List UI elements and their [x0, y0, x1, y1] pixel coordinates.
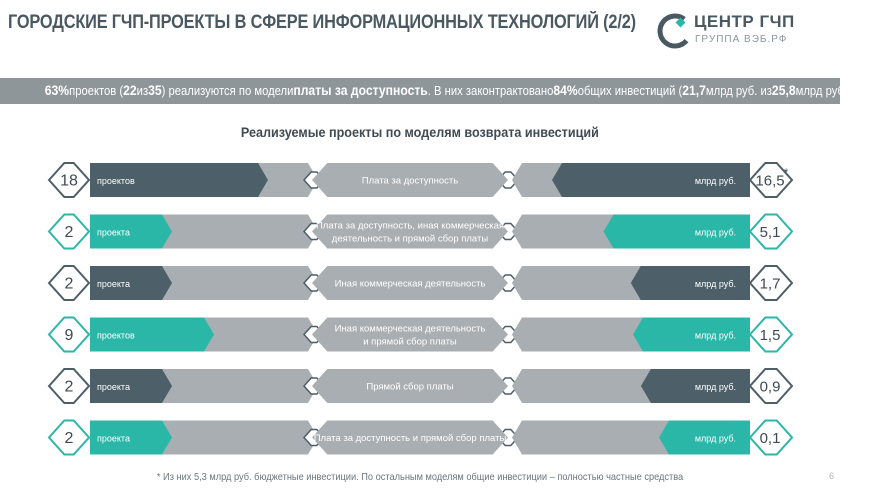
logo-subtitle: ГРУППА ВЭБ.РФ — [695, 34, 788, 45]
count-value: 9 — [64, 327, 74, 344]
investment-unit-label: млрд руб. — [694, 330, 736, 341]
investment-value: 1,7 — [759, 275, 781, 293]
category-label: Плата за доступность — [361, 175, 459, 187]
count-unit-label: проекта — [97, 279, 130, 289]
footnote: * Из них 5,3 млрд руб. бюджетные инвестиции. По остальным моделям общие инвестиции – полностью частные средства — [156, 471, 684, 483]
banner-share-invest: 84% — [553, 83, 578, 98]
banner-total: 35 — [148, 83, 162, 98]
banner-text: . В них законтрактовано — [427, 84, 554, 98]
category-label: Иная коммерческая деятельность — [334, 323, 486, 335]
banner-text: ) реализуются по модели — [161, 84, 294, 98]
investment-value: 16,5 — [755, 172, 785, 190]
count-unit-label: проекта — [97, 433, 130, 444]
banner-invest-amount: 21,7 — [682, 83, 706, 98]
investment-unit-label: млрд руб. — [694, 382, 736, 392]
category-label: Прямой сбор платы — [366, 381, 454, 393]
investment-unit-label: млрд руб. — [694, 433, 736, 444]
count-value: 2 — [64, 224, 74, 241]
category-label: деятельность и прямой сбор платы — [331, 233, 489, 245]
investment-unit-label: млрд руб. — [694, 227, 736, 238]
banner-text: проектов ( — [69, 84, 124, 98]
banner-share-projects: 63% — [44, 83, 70, 98]
logo-title: ЦЕНТР ГЧП — [694, 12, 795, 31]
investment-unit-label: млрд руб. — [694, 279, 736, 289]
banner-count: 22 — [123, 83, 137, 98]
banner-model: платы за доступность — [293, 83, 428, 98]
investment-value: 5,1 — [759, 224, 781, 241]
category-label: Иная коммерческая деятельность — [334, 278, 486, 290]
category-label: и прямой сбор платы — [363, 336, 457, 348]
page-number: 6 — [828, 471, 834, 481]
count-unit-label: проектов — [97, 330, 135, 341]
banner-text: млрд руб.) — [795, 84, 851, 98]
count-unit-label: проектов — [97, 176, 135, 186]
banner-invest-total: 25,8 — [771, 83, 796, 98]
category-label: Плата за доступность и прямой сбор платы — [313, 433, 507, 444]
count-value: 18 — [60, 172, 78, 190]
investment-unit-label: млрд руб. — [694, 176, 736, 186]
investment-value: 1,5 — [759, 327, 781, 344]
banner-text: общих инвестиций ( — [577, 84, 683, 98]
count-unit-label: проекта — [97, 382, 130, 392]
banner-text: млрд руб. из — [705, 84, 772, 98]
count-value: 2 — [64, 275, 74, 293]
count-value: 2 — [64, 430, 74, 447]
investment-value: 0,9 — [759, 378, 781, 396]
footnote-mark: * — [783, 167, 789, 179]
category-label: Плата за доступность, иная коммерческая — [315, 220, 505, 232]
investment-value: 0,1 — [759, 430, 781, 447]
count-unit-label: проекта — [97, 227, 130, 238]
banner-text: из — [136, 84, 149, 98]
page-title: ГОРОДСКИЕ ГЧП-ПРОЕКТЫ В СФЕРЕ ИНФОРМАЦИОННЫХ ТЕХНОЛОГИЙ (2/2) — [8, 12, 636, 33]
count-value: 2 — [64, 378, 74, 396]
chart-title: Реализуемые проекты по моделям возврата инвестиций — [241, 124, 599, 140]
